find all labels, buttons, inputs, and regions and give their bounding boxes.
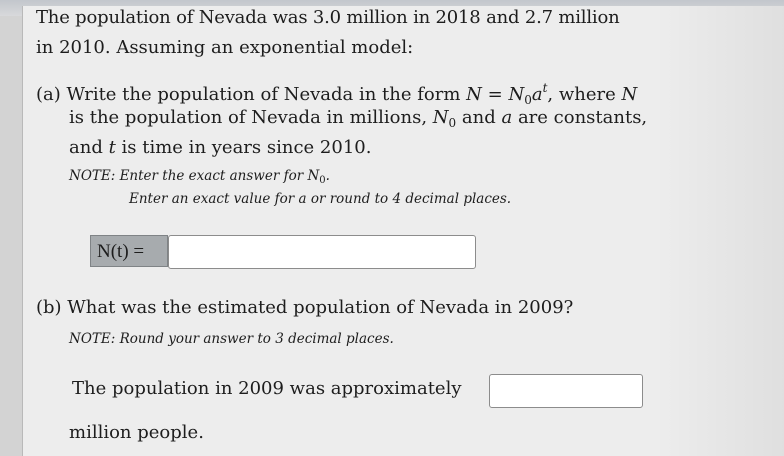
- formula-n: N: [466, 84, 482, 105]
- part-a-constants: are constants,: [512, 107, 648, 128]
- population-answer-input[interactable]: [489, 374, 643, 408]
- part-a-note-1-subscript: 0: [319, 175, 326, 186]
- part-a-marker: (a): [36, 84, 61, 105]
- formula-n0: N: [508, 84, 525, 105]
- formula-n0-subscript: 0: [524, 93, 532, 107]
- part-a-line-1: [36, 77, 637, 111]
- part-a-note-1-text: NOTE: Enter the exact answer for N: [69, 168, 320, 184]
- part-a-note-1: [69, 167, 330, 190]
- part-a-n0-subscript: 0: [448, 116, 457, 130]
- formula-a: a: [531, 84, 543, 105]
- part-b-answer-prefix: The population in 2009 was approximately: [72, 378, 462, 399]
- part-a-and-2: and: [69, 137, 109, 158]
- part-a-line-3: [69, 137, 371, 159]
- formula-equals: =: [481, 84, 509, 105]
- intro-line-1: The population of Nevada was 3.0 million in 2018 and 2.7 million: [36, 7, 620, 28]
- part-a-line-2-text: is the population of Nevada in millions,: [69, 107, 433, 128]
- part-a-n-var: N: [621, 84, 638, 105]
- part-a-text: Write the population of Nevada in the form: [66, 84, 467, 105]
- part-a-time-text: is time in years since 2010.: [115, 137, 372, 158]
- nt-answer-input[interactable]: [168, 235, 476, 269]
- intro-line-2: in 2010. Assuming an exponential model:: [36, 37, 414, 58]
- part-a-where: , where: [547, 84, 622, 105]
- part-b-note: NOTE: Round your answer to 3 decimal places.: [69, 331, 394, 347]
- part-a-note-2: Enter an exact value for a or round to 4 decimal places.: [129, 191, 512, 207]
- formula-t-exponent: t: [542, 81, 548, 95]
- part-a-n0-var: N: [432, 107, 449, 128]
- part-a-and: and: [456, 107, 502, 128]
- part-a-line-2: [69, 107, 647, 134]
- part-a-a-var: a: [501, 107, 513, 128]
- panel-shading: [655, 6, 784, 456]
- part-b-answer-suffix: million people.: [69, 422, 204, 443]
- part-b-question: (b) What was the estimated population of Nevada in 2009?: [36, 297, 574, 318]
- part-a-note-1-end: .: [325, 168, 330, 184]
- part-a-t-var: t: [108, 137, 116, 158]
- nt-answer-label: N(t) =: [90, 235, 168, 267]
